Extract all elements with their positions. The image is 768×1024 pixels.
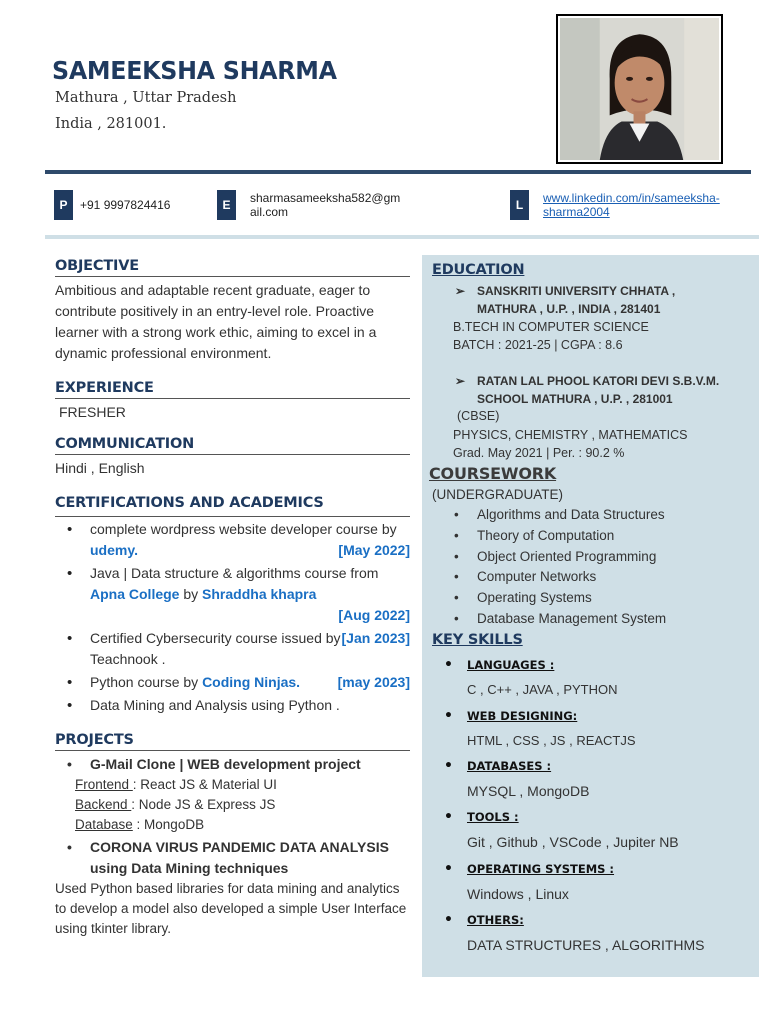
- project-1-backend: Backend : Node JS & Express JS: [75, 797, 276, 812]
- coursework-title: COURSEWORK: [429, 464, 557, 483]
- cert-item: • Python course by Coding Ninjas. [may 2023]: [55, 672, 410, 693]
- experience-text: FRESHER: [59, 404, 126, 420]
- skill-tools-value: Git , Github , VSCode , Jupiter NB: [467, 834, 679, 850]
- skill-languages-head: • LANGUAGES :: [442, 658, 618, 672]
- cert-item: • Data Mining and Analysis using Python .: [55, 695, 410, 716]
- email-line-1: sharmasameeksha582@gm: [250, 191, 401, 205]
- course-item: • Database Management System: [452, 609, 666, 630]
- course-item: • Algorithms and Data Structures: [452, 505, 666, 526]
- objective-text: Ambitious and adaptable recent graduate, eager to contribute positively in an entry-level role. Proactive learner with a strong work ethic, aiming to excel in a dynamic professional environment.: [55, 282, 377, 361]
- arrow-icon: ➢: [455, 284, 466, 298]
- address-line-2: India , 281001.: [55, 116, 167, 132]
- coursework-list: [452, 505, 666, 630]
- address-line-1: Mathura , Uttar Pradesh: [55, 90, 237, 106]
- phone-badge: P: [54, 190, 73, 220]
- education-2-grad: Grad. May 2021 | Per. : 90.2 %: [453, 446, 625, 460]
- left-column: [55, 258, 410, 939]
- skill-web: [442, 709, 636, 748]
- profile-photo: [556, 14, 723, 164]
- linkedin-line-2[interactable]: sharma2004: [543, 205, 610, 219]
- course-item: • Operating Systems: [452, 588, 666, 609]
- projects-title: PROJECTS: [55, 732, 410, 751]
- email-line-2: ail.com: [250, 205, 289, 219]
- course-item: • Theory of Computation: [452, 526, 666, 547]
- project-2-title: • CORONA VIRUS PANDEMIC DATA ANALYSIS using Data Mining techniques: [55, 837, 410, 879]
- course-item: • Object Oriented Programming: [452, 547, 666, 568]
- communication-title: COMMUNICATION: [55, 436, 410, 455]
- education-2-name: ➢ RATAN LAL PHOOL KATORI DEVI S.B.V.M. SCHOOL MATHURA , U.P. , 281001: [455, 374, 720, 406]
- arrow-icon: ➢: [455, 374, 466, 388]
- header-divider: [45, 170, 751, 174]
- skill-os-value: Windows , Linux: [467, 886, 569, 902]
- skill-databases-value: MYSQL , MongoDB: [467, 783, 590, 799]
- skill-databases-head: • DATABASES :: [442, 759, 589, 773]
- cert-item: • Java | Data structure & algorithms course from Apna College by Shraddha khapra [Aug 2022]: [55, 563, 410, 626]
- skill-web-value: HTML , CSS , JS , REACTJS: [467, 733, 636, 748]
- linkedin-link[interactable]: [543, 191, 720, 219]
- experience-title: EXPERIENCE: [55, 380, 410, 399]
- education-2-board: (CBSE): [457, 409, 500, 423]
- skill-others-value: DATA STRUCTURES , ALGORITHMS: [467, 937, 705, 953]
- skill-os-head: • OPERATING SYSTEMS :: [442, 862, 614, 876]
- skill-web-head: • WEB DESIGNING:: [442, 709, 636, 723]
- education-title: EDUCATION: [432, 262, 525, 278]
- project-2-description: Used Python based libraries for data mining and analytics to develop a model also developed a simple User Interface using tkinter library.: [55, 881, 407, 936]
- coursework-subtitle: (UNDERGRADUATE): [432, 487, 563, 502]
- linkedin-badge: L: [510, 190, 529, 220]
- email-badge: E: [217, 190, 236, 220]
- education-2-subjects: PHYSICS, CHEMISTRY , MATHEMATICS: [453, 428, 688, 442]
- skill-others: [442, 913, 705, 953]
- skill-languages: [442, 658, 618, 697]
- skill-os: [442, 862, 614, 902]
- certifications-list: [55, 516, 410, 716]
- cert-item: • complete wordpress website developer course by udemy. [May 2022]: [55, 519, 410, 561]
- objective-title: OBJECTIVE: [55, 258, 410, 277]
- linkedin-line-1[interactable]: www.linkedin.com/in/sameeksha-: [543, 191, 720, 205]
- education-1-degree: B.TECH IN COMPUTER SCIENCE: [453, 320, 649, 334]
- certifications-title: CERTIFICATIONS AND ACADEMICS: [55, 495, 324, 511]
- skill-languages-value: C , C++ , JAVA , PYTHON: [467, 682, 618, 697]
- candidate-name: SAMEEKSHA SHARMA: [52, 56, 337, 85]
- cert-item: • Certified Cybersecurity course issued by Teachnook . [Jan 2023]: [55, 628, 410, 670]
- skill-databases: [442, 759, 589, 799]
- skill-tools-head: • TOOLS :: [442, 810, 679, 824]
- skill-tools: [442, 810, 679, 850]
- communication-text: Hindi , English: [55, 460, 145, 476]
- project-1-frontend: Frontend : React JS & Material UI: [75, 777, 277, 792]
- email-address[interactable]: [250, 191, 400, 219]
- course-item: • Computer Networks: [452, 567, 666, 588]
- project-1-database: Database : MongoDB: [75, 817, 205, 832]
- skill-others-head: • OTHERS:: [442, 913, 705, 927]
- right-panel: [422, 255, 759, 977]
- education-1-batch: BATCH : 2021-25 | CGPA : 8.6: [453, 338, 623, 352]
- project-1-title: • G-Mail Clone | WEB development project: [55, 754, 410, 775]
- key-skills-title: KEY SKILLS: [432, 632, 523, 648]
- contact-divider: [45, 235, 759, 239]
- education-1-name: ➢ SANSKRITI UNIVERSITY CHHATA , MATHURA , U.P. , INDIA , 281401: [455, 284, 676, 316]
- phone-number[interactable]: +91 9997824416: [80, 198, 171, 212]
